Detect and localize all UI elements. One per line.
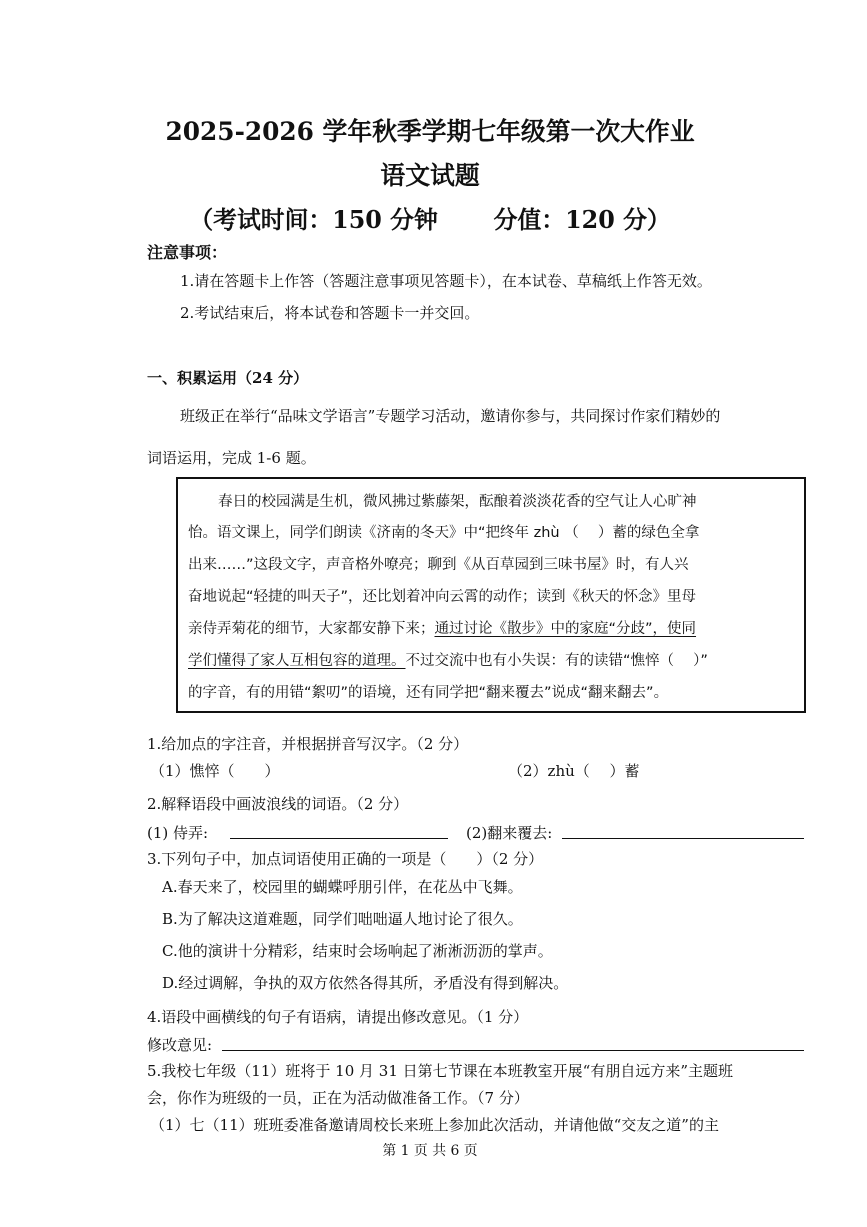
q3-option-b: B.为了解决这道难题，同学们咄咄逼人地讨论了很久。 <box>162 910 523 928</box>
q5-line-1: 5.我校七年级（11）班将于 10 月 31 日第七节课在本班教室开展“有朋自远方来”主题班 <box>147 1062 733 1080</box>
section1-intro-line1: 班级正在举行“品味文学语言”专题学习活动，邀请你参与，共同探讨作家们精妙的 <box>180 407 721 425</box>
passage-line-4: 奋地说起“轻捷的叫天子”，还比划着冲向云霄的动作；读到《秋天的怀念》里母 <box>188 589 697 605</box>
faulty-sentence-part-2: 学们懂得了家人互相包容的道理。 <box>188 653 406 669</box>
q4-stem: 4.语段中画横线的句子有语病，请提出修改意见。（1 分） <box>147 1008 529 1026</box>
q3-option-d: D.经过调解，争执的双方依然各得其所，矛盾没有得到解决。 <box>162 974 569 992</box>
q1-stem: 1.给加点的字注音，并根据拼音写汉字。（2 分） <box>147 735 469 753</box>
page-footer: 第 1 页 共 6 页 <box>382 1143 478 1159</box>
q4-answer-line[interactable] <box>222 1050 804 1051</box>
q3-option-a: A.春天来了，校园里的蝴蝶呼朋引伴，在花丛中飞舞。 <box>162 878 523 896</box>
q2-part-b-answer-line[interactable] <box>562 838 804 839</box>
q4-answer-label: 修改意见: <box>147 1036 213 1054</box>
exam-subject: 语文试题 <box>380 161 480 190</box>
q5-line-3: （1）七（11）班班委准备邀请周校长来班上参加此次活动，并请他做“交友之道”的主 <box>150 1116 719 1134</box>
q2-part-b-label: (2)翻来覆去: <box>466 824 553 842</box>
q2-part-a-answer-line[interactable] <box>230 838 448 839</box>
passage-line-1: 春日的校园满是生机，微风拂过紫藤架，酝酿着淡淡花香的空气让人心旷神 <box>218 494 697 510</box>
passage-line-3: 出来……”这段文字，声音格外嘹亮；聊到《从百草园到三味书屋》时，有人兴 <box>188 557 689 573</box>
section1-intro-line2: 词语运用，完成 1-6 题。 <box>147 449 316 467</box>
passage-line-7: 的字音，有的用错“絮叨”的语境，还有同学把“翻来覆去”说成“翻来翻去”。 <box>188 685 669 701</box>
q2-part-a-label: (1) 侍弄: <box>147 824 209 842</box>
passage-line-2: 怡。语文课上，同学们朗读《济南的冬天》中“把终年 zhù （ ）蓄的绿色全拿 <box>188 525 700 541</box>
q1-part-b: （2）zhù（ ）蓄 <box>508 762 640 780</box>
q3-stem: 3.下列句子中，加点词语使用正确的一项是（ ）（2 分） <box>147 850 544 868</box>
exam-title: 2025-2026 学年秋季学期七年级第一次大作业 <box>165 117 695 146</box>
faulty-sentence-part-1: 通过讨论《散步》中的家庭“分歧”，使同 <box>434 621 697 637</box>
q5-line-2: 会，你作为班级的一员，正在为活动做准备工作。（7 分） <box>147 1089 529 1107</box>
notice-item-1: 1.请在答题卡上作答（答题注意事项见答题卡），在本试卷、草稿纸上作答无效。 <box>180 272 712 290</box>
passage-line-6 <box>188 649 708 670</box>
section1-heading: 一、积累运用（24 分） <box>147 369 309 387</box>
passage-line-5 <box>188 617 696 638</box>
q3-option-c: C.他的演讲十分精彩，结束时会场响起了淅淅沥沥的掌声。 <box>162 942 553 960</box>
q2-stem: 2.解释语段中画波浪线的词语。（2 分） <box>147 795 409 813</box>
passage-line-6-text: 不过交流中也有小失误：有的读错“憔悴（ ）” <box>405 653 708 669</box>
notice-heading: 注意事项： <box>147 243 228 262</box>
q1-part-a: （1）憔悴（ ） <box>150 762 280 780</box>
exam-info: （考试时间：150 分钟 分值：120 分） <box>189 205 671 234</box>
notice-item-2: 2.考试结束后，将本试卷和答题卡一并交回。 <box>180 304 480 322</box>
passage-line-5-text: 亲侍弄菊花的细节，大家都安静下来； <box>188 621 435 637</box>
